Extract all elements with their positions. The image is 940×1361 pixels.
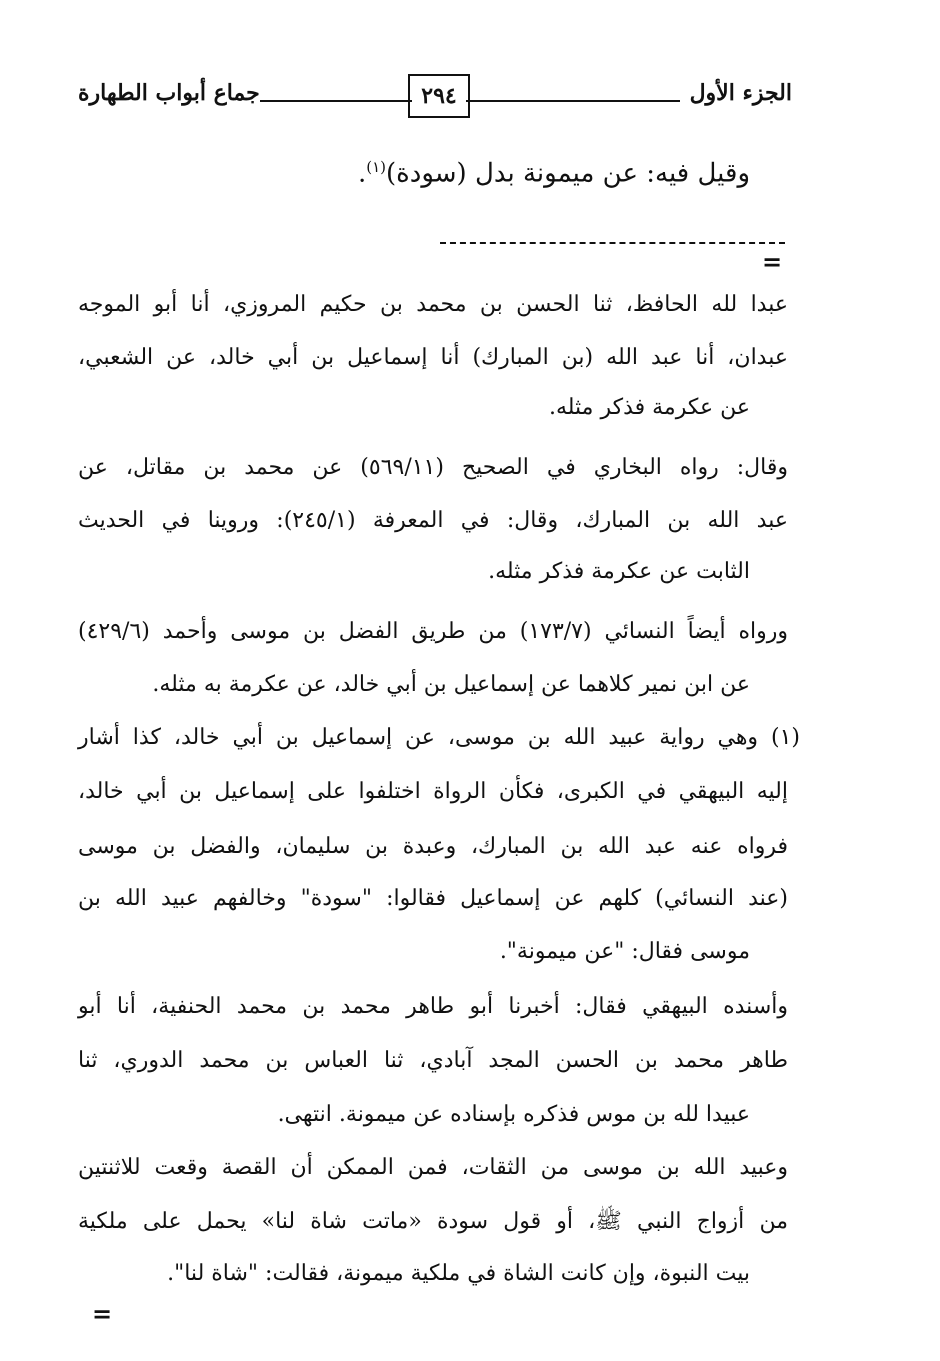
volume-label: الجزء الأول: [689, 80, 792, 106]
footnote-line: (١) وهي رواية عبيد الله بن موسى، عن إسماعيل بن أبي خالد، كذا أشار: [78, 725, 800, 750]
page-number: ٢٩٤: [408, 74, 470, 118]
footnote-line: عبدان، أنا عبد الله (بن المبارك) أنا إسماعيل بن أبي خالد، عن الشعبي،: [78, 345, 788, 370]
footnote-line: طاهر محمد بن الحسن المجد آبادي، ثنا العباس بن محمد الدوري، ثنا: [78, 1048, 788, 1073]
footnote-line: من أزواج النبي ﷺ، أو قول سودة «ماتت شاة لنا» يحمل على ملكية: [78, 1209, 788, 1234]
footnote-line: عبدا لله الحافظ، ثنا الحسن بن محمد بن حكيم المروزي، أنا أبو الموجه: [78, 292, 788, 317]
footnote-line: عبيدا لله بن موس فذكره بإسناده عن ميمونة. انتهى.: [277, 1102, 750, 1127]
footnote-line: موسى فقال: "عن ميمونة".: [499, 939, 750, 964]
footnote-line: وعبيد الله بن موسى من الثقات، فمن الممكن أن القصة وقعت للاثنتين: [78, 1155, 788, 1180]
main-text-line: [358, 152, 750, 189]
footnote-reference: (١): [366, 158, 386, 176]
footnote-line: وقال: رواه البخاري في الصحيح (٥٦٩/١١) عن محمد بن مقاتل، عن: [78, 455, 788, 480]
header-rule-right: [466, 100, 680, 102]
header-rule-left: [260, 100, 412, 102]
footnote-line: عن عكرمة فذكر مثله.: [548, 395, 750, 420]
footnote-line: عبد الله بن المبارك، وقال: في المعرفة (٢٤٥/١): وروينا في الحديث: [78, 508, 788, 533]
main-text-end: .: [357, 158, 367, 189]
footnote-line: الثابت عن عكرمة فذكر مثله.: [488, 559, 750, 584]
footnote-separator: [440, 242, 785, 244]
continuation-mark-bottom: =: [92, 1299, 113, 1328]
main-text: وقيل فيه: عن ميمونة بدل (سودة): [385, 158, 750, 189]
page-header: [78, 74, 792, 122]
footnote-line: بيت النبوة، وإن كانت الشاة في ملكية ميمونة، فقالت: "شاة لنا".: [167, 1261, 750, 1286]
footnote-line: وأسنده البيهقي فقال: أخبرنا أبو طاهر محمد بن محمد الحنفية، أنا أبو: [78, 994, 788, 1019]
footnote-line: (عند النسائي) كلهم عن إسماعيل فقالوا: "سودة" وخالفهم عبيد الله بن: [78, 886, 788, 911]
chapter-title: جماع أبواب الطهارة: [78, 80, 260, 106]
footnote-line: فرواه عنه عبد الله بن المبارك، وعبدة بن سليمان، والفضل بن موسى: [78, 834, 788, 859]
footnote-line: إليه البيهقي في الكبرى، فكأن الرواة اختلفوا على إسماعيل بن أبي خالد،: [78, 779, 788, 804]
continuation-mark-top: =: [762, 247, 783, 276]
footnote-line: ورواه أيضاً النسائي (١٧٣/٧) من طريق الفضل بن موسى وأحمد (٤٢٩/٦): [78, 619, 788, 644]
footnote-line: عن ابن نمير كلاهما عن إسماعيل بن أبي خالد، عن عكرمة به مثله.: [152, 672, 750, 697]
